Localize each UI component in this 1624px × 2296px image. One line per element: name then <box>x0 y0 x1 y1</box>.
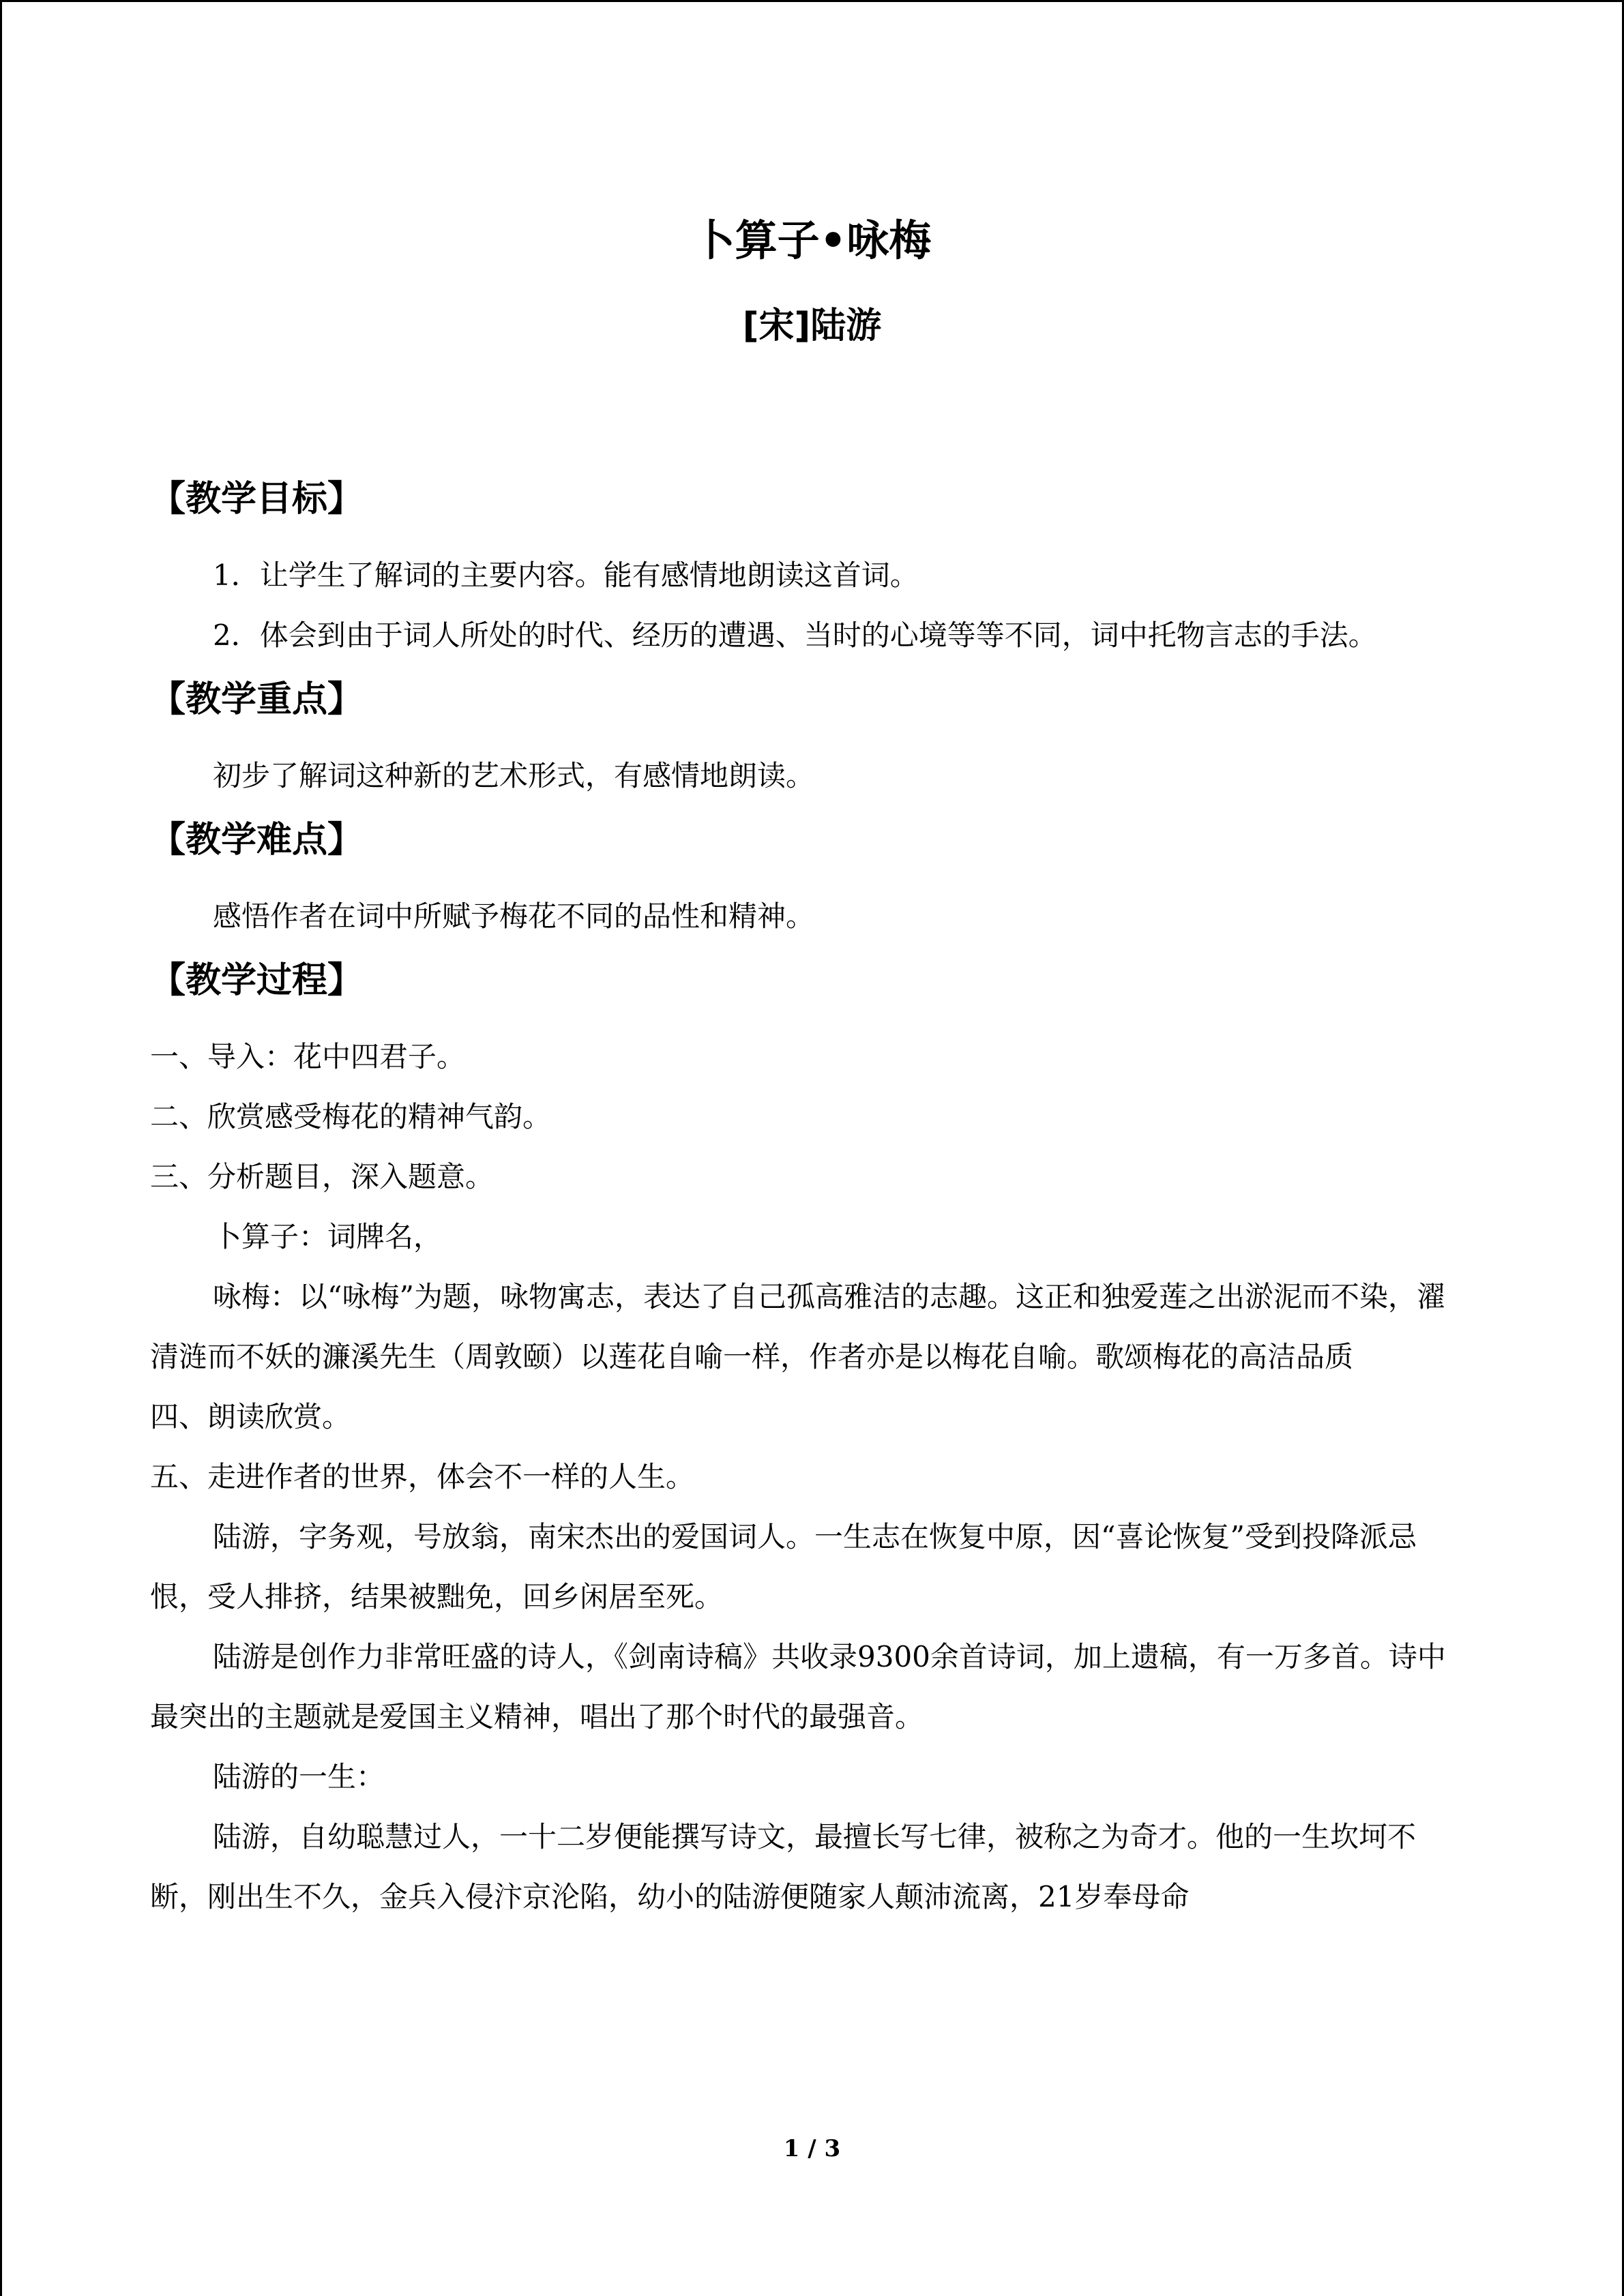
process-line: 二、欣赏感受梅花的精神气韵。 <box>150 1100 552 1133</box>
page-frame-top <box>0 0 1624 2</box>
process-line: 四、朗读欣赏。 <box>150 1400 351 1433</box>
document-title: 卜算子•咏梅 <box>692 215 932 265</box>
process-line: 卜算子：词牌名， <box>213 1220 443 1253</box>
section-heading-key-points: 【教学重点】 <box>150 679 364 720</box>
process-line: 五、走进作者的世界，体会不一样的人生。 <box>150 1460 695 1493</box>
document-body <box>150 471 1460 1927</box>
goal-item: 2．体会到由于词人所处的时代、经历的遭遇、当时的心境等等不同，词中托物言志的手法。 <box>213 618 1377 652</box>
process-line: 陆游，自幼聪慧过人，一十二岁便能撰写诗文，最擅长写七律，被称之为奇才。他的一生坎坷不断，刚出生不久，金兵入侵汴京沦陷，幼小的陆游便随家人颠沛流离，21岁奉母命 <box>150 1820 1417 1913</box>
process-line: 咏梅：以“咏梅”为题，咏物寓志，表达了自己孤高雅洁的志趣。这正和独爱莲之出淤泥而不染，濯清涟而不妖的濂溪先生（周敦颐）以莲花自喻一样，作者亦是以梅花自喻。歌颂梅花的高洁品质 <box>150 1280 1445 1373</box>
process-line: 陆游的一生： <box>213 1760 385 1793</box>
goal-item: 1．让学生了解词的主要内容。能有感情地朗读这首词。 <box>213 558 919 592</box>
process-line: 三、分析题目，深入题意。 <box>150 1160 494 1193</box>
process-line: 陆游，字务观，号放翁，南宋杰出的爱国词人。一生志在恢复中原，因“喜论恢复”受到投降派忌恨，受人排挤，结果被黜免，回乡闲居至死。 <box>150 1520 1417 1613</box>
difficulties-text: 感悟作者在词中所赋予梅花不同的品性和精神。 <box>213 899 815 933</box>
key-points-text: 初步了解词这种新的艺术形式，有感情地朗读。 <box>213 759 815 792</box>
document-author: [宋]陆游 <box>742 305 882 346</box>
process-line: 陆游是创作力非常旺盛的诗人，《剑南诗稿》共收录9300余首诗词，加上遗稿，有一万多首。诗中最突出的主题就是爱国主义精神，唱出了那个时代的最强音。 <box>150 1640 1446 1733</box>
process-line: 一、导入：花中四君子。 <box>150 1040 466 1073</box>
page-number: 1 / 3 <box>783 2135 841 2162</box>
section-heading-difficulties: 【教学难点】 <box>150 820 364 861</box>
section-heading-process: 【教学过程】 <box>150 960 364 1001</box>
section-heading-goals: 【教学目标】 <box>150 479 364 520</box>
